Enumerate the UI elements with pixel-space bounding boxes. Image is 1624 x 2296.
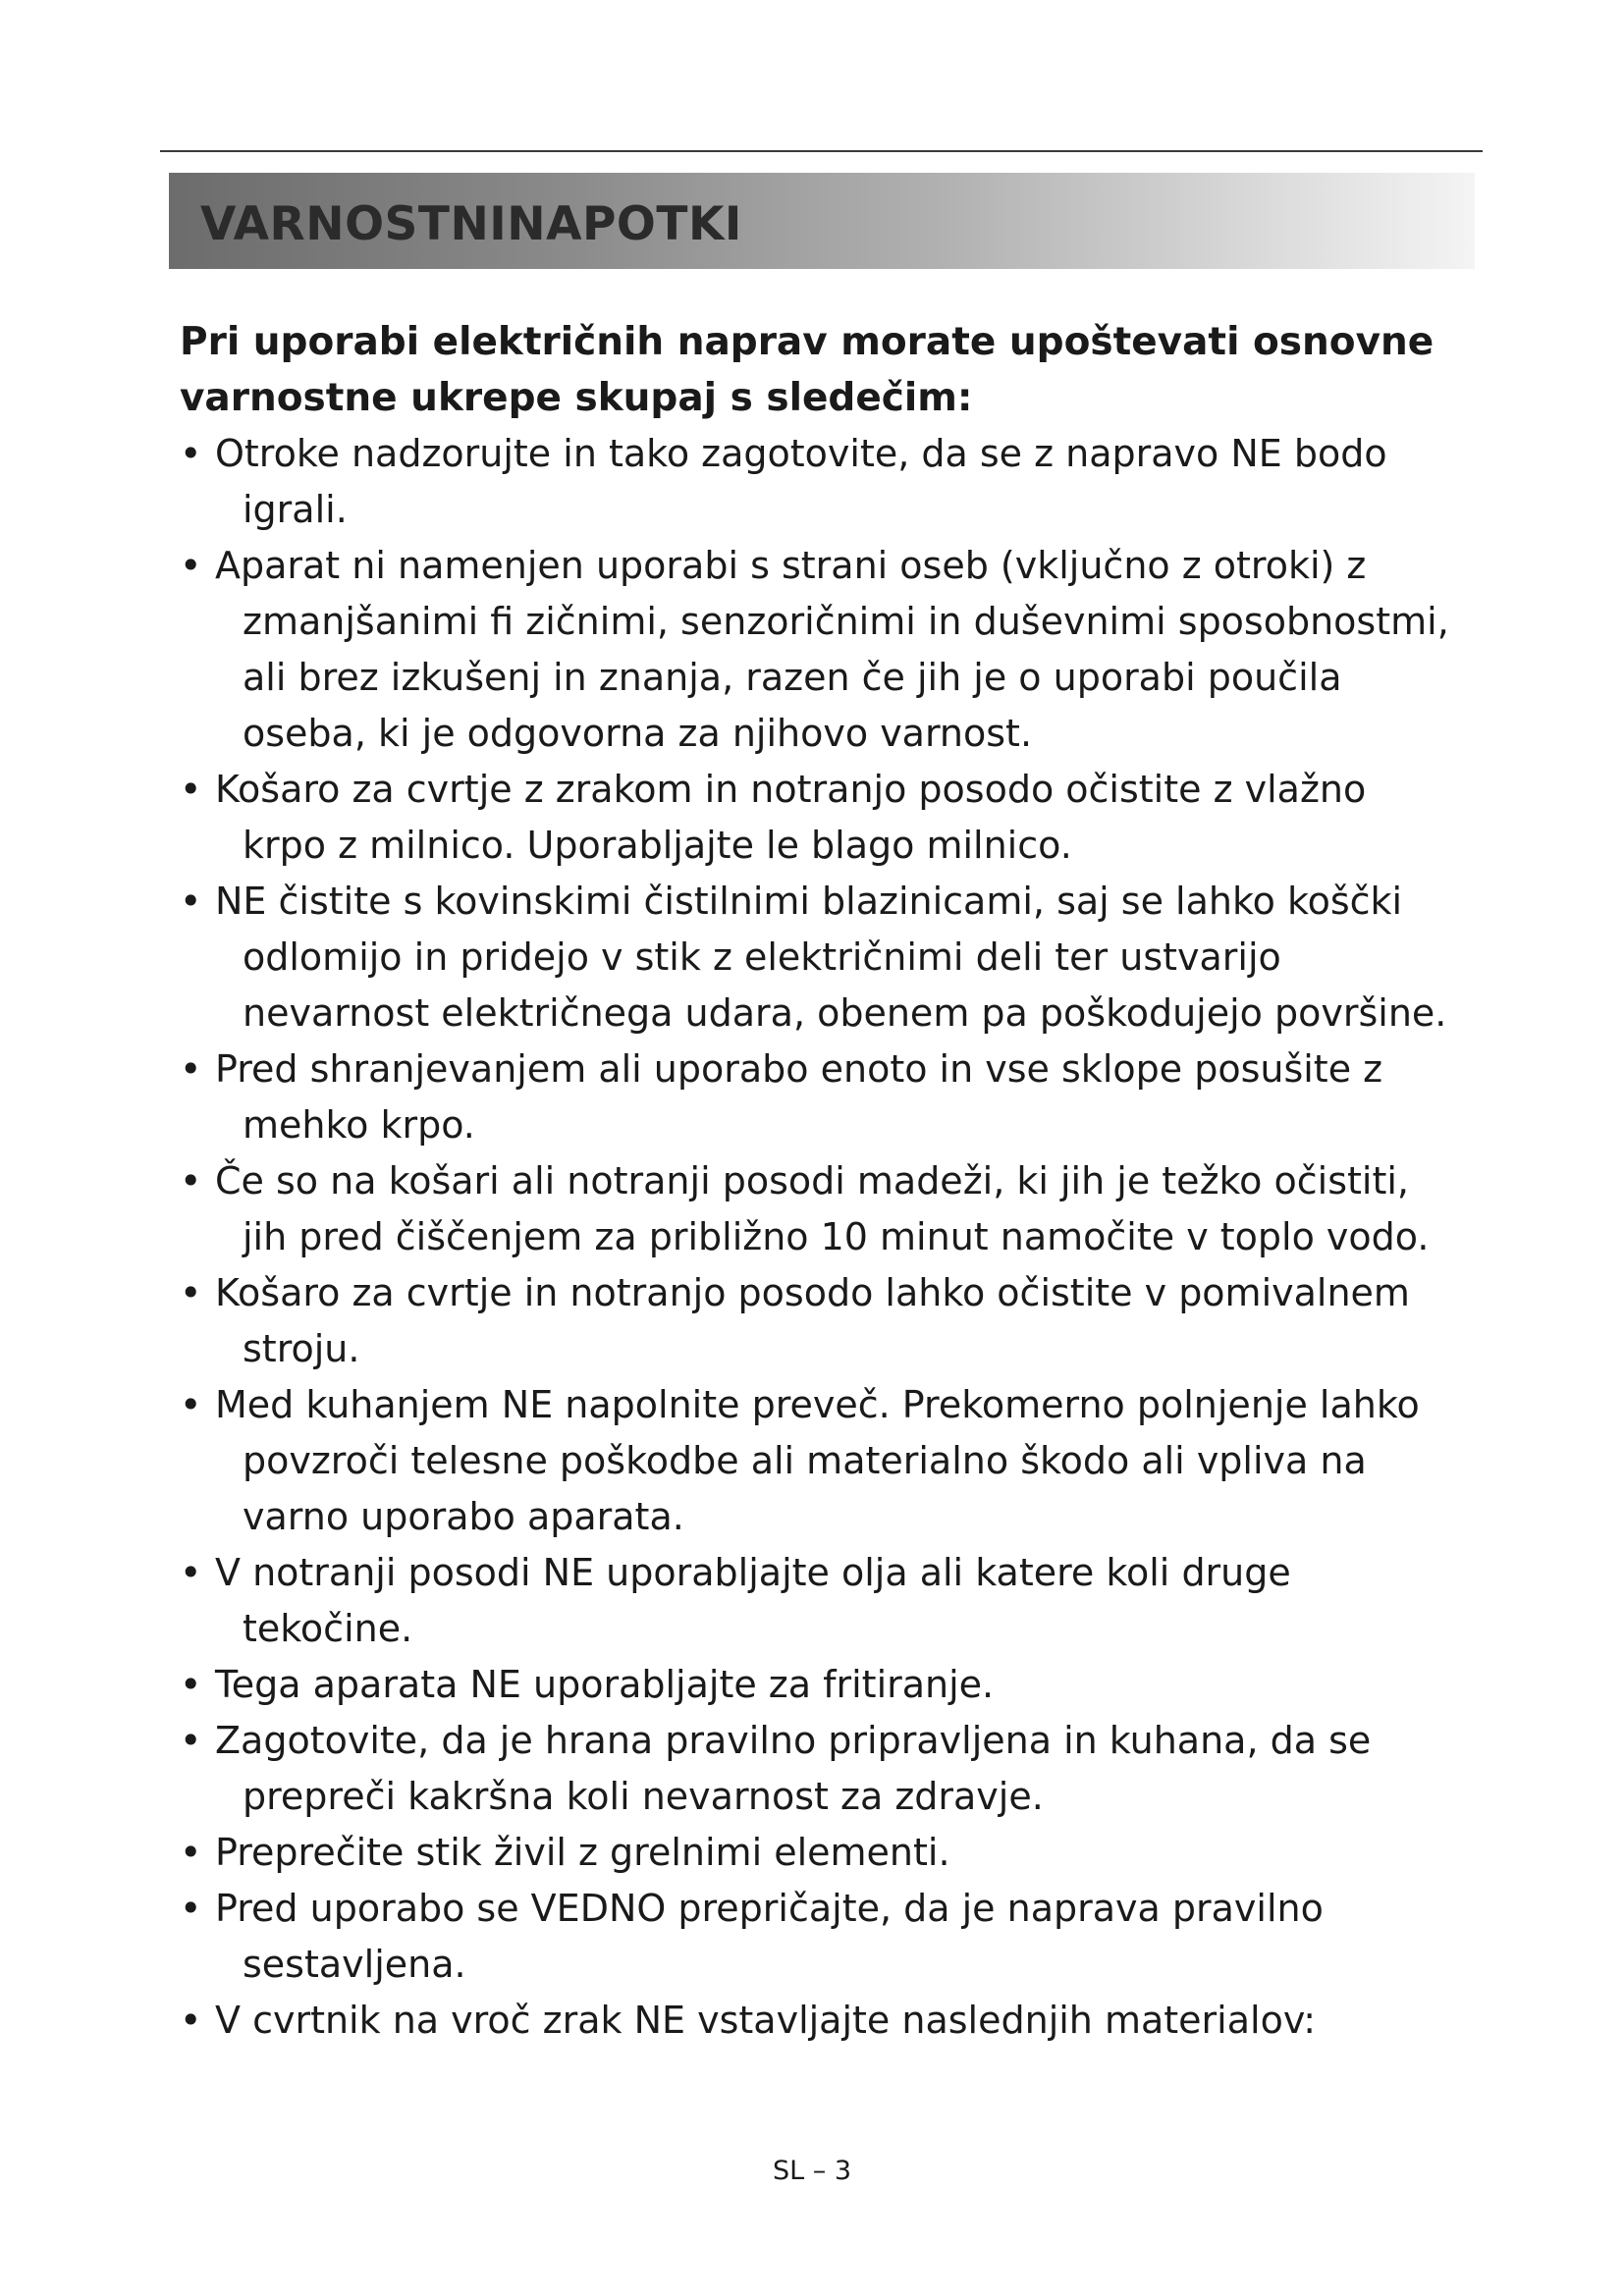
list-item-text: Pred uporabo se VEDNO prepričajte, da je naprava pravilno sestavljena.: [215, 1887, 1324, 1986]
bullet-icon: •: [180, 1047, 202, 1091]
list-item: [180, 1713, 1456, 1825]
bullet-icon: •: [180, 1159, 202, 1202]
list-item: [180, 1881, 1456, 1993]
page-number: SL – 3: [772, 2156, 852, 2186]
bullet-icon: •: [180, 1383, 202, 1426]
list-item-text: Med kuhanjem NE napolnite preveč. Prekomerno polnjenje lahko povzroči telesne poškodbe ali materialno škodo ali vpliva na varno uporabo aparata.: [215, 1383, 1420, 1538]
list-item-text: V cvrtnik na vroč zrak NE vstavljajte naslednjih materialov:: [215, 1999, 1317, 2042]
list-item-text: Preprečite stik živil z grelnimi elementi.: [215, 1831, 950, 1874]
list-item: [180, 1041, 1456, 1153]
list-item: [180, 1153, 1456, 1265]
list-item-text: V notranji posodi NE uporabljajte olja ali katere koli druge tekočine.: [215, 1551, 1291, 1650]
list-item: [180, 1265, 1456, 1377]
safety-list: [180, 426, 1456, 2049]
list-item-text: Košaro za cvrtje in notranjo posodo lahko očistite v pomivalnem stroju.: [215, 1271, 1410, 1370]
section-title: VARNOSTNINAPOTKI: [200, 196, 742, 251]
bullet-icon: •: [180, 768, 202, 811]
list-item: [180, 426, 1456, 538]
bullet-icon: •: [180, 432, 202, 475]
list-item-text: Aparat ni namenjen uporabi s strani oseb (vključno z otroki) z zmanjšanimi fi zičnimi, senzoričnimi in duševnimi sposobnostmi, ali brez izkušenj in znanja, razen če jih je o uporabi poučila oseba, ki je odgovorna za njihovo varnost.: [215, 544, 1449, 755]
intro-paragraph: Pri uporabi električnih naprav morate upoštevati osnovne varnostne ukrepe skupaj s sledečim:: [180, 320, 1435, 420]
bullet-icon: •: [180, 1663, 202, 1706]
list-item: [180, 1377, 1456, 1545]
safety-instructions: [180, 314, 1456, 2049]
bullet-icon: •: [180, 1999, 202, 2042]
bullet-icon: •: [180, 1271, 202, 1314]
list-item: [180, 874, 1456, 1041]
list-item-text: Če so na košari ali notranji posodi madeži, ki jih je težko očistiti, jih pred čiščenjem za približno 10 minut namočite v toplo vodo.: [215, 1159, 1430, 1258]
top-divider: [160, 150, 1483, 152]
bullet-icon: •: [180, 1887, 202, 1930]
bullet-icon: •: [180, 1551, 202, 1594]
list-item: [180, 538, 1456, 762]
list-item-text: Otroke nadzorujte in tako zagotovite, da se z napravo NE bodo igrali.: [215, 432, 1387, 531]
list-item: [180, 1825, 1456, 1881]
list-item: [180, 1545, 1456, 1657]
list-item: [180, 762, 1456, 874]
bullet-icon: •: [180, 1719, 202, 1762]
list-item-text: NE čistite s kovinskimi čistilnimi blazinicami, saj se lahko koščki odlomijo in pridejo v stik z električnimi deli ter ustvarijo nevarnost električnega udara, obenem pa poškodujejo površine.: [215, 880, 1447, 1035]
list-item: [180, 1657, 1456, 1713]
section-header-banner: [169, 173, 1475, 269]
bullet-icon: •: [180, 880, 202, 923]
list-item-text: Zagotovite, da je hrana pravilno pripravljena in kuhana, da se prepreči kakršna koli nevarnost za zdravje.: [215, 1719, 1372, 1818]
list-item-text: Tega aparata NE uporabljajte za fritiranje.: [215, 1663, 995, 1706]
bullet-icon: •: [180, 1831, 202, 1874]
list-item-text: Pred shranjevanjem ali uporabo enoto in vse sklope posušite z mehko krpo.: [215, 1047, 1383, 1147]
bullet-icon: •: [180, 544, 202, 587]
list-item-text: Košaro za cvrtje z zrakom in notranjo posodo očistite z vlažno krpo z milnico. Uporabljajte le blago milnico.: [215, 768, 1367, 867]
list-item: [180, 1993, 1456, 2049]
